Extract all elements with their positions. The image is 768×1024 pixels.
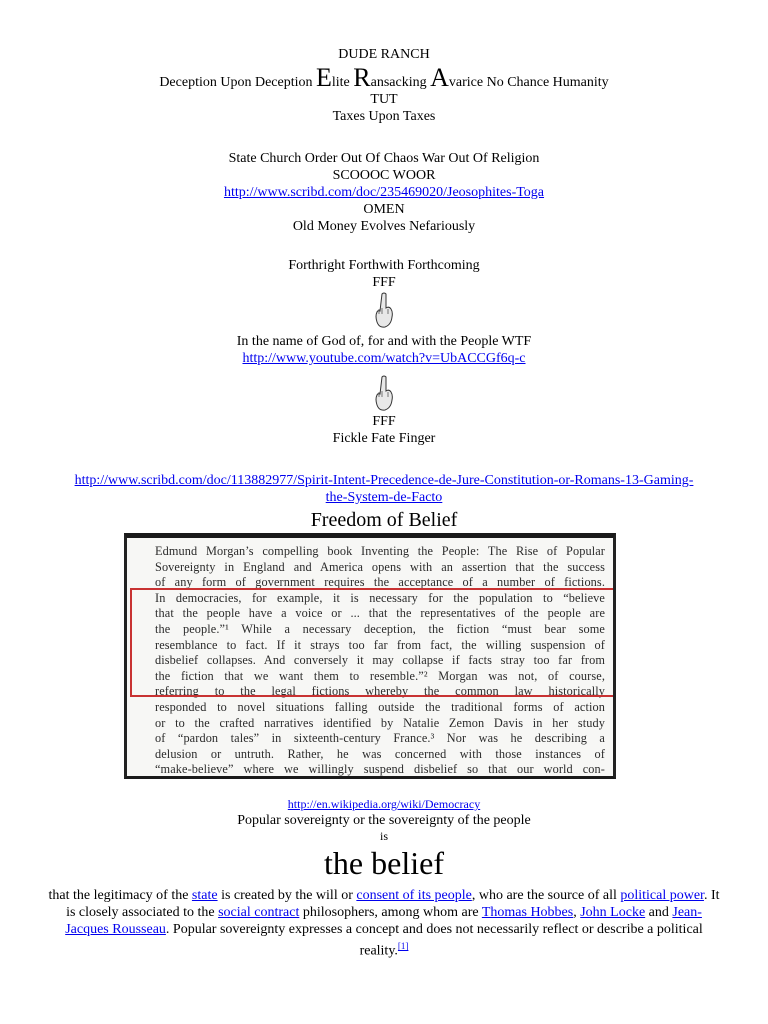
highlight-box: [130, 588, 616, 697]
john-locke-link[interactable]: John Locke: [580, 905, 646, 920]
excerpt-line: referring to the legal fictions whereby the common law historically: [155, 684, 605, 699]
para-text-7: and: [645, 905, 673, 920]
middle-finger-icon: [373, 292, 395, 330]
header-block: [0, 46, 768, 125]
excerpt-line: or to the crafted narratives identified by Natalie Zemon Davis in her study: [155, 715, 605, 730]
acronym-line: [0, 63, 768, 92]
book-excerpt-image: [124, 533, 616, 779]
acronym-prefix: Deception Upon Deception: [159, 75, 316, 90]
excerpt-line: Sovereignty in England and America opens with an assertion that the success: [155, 559, 605, 574]
forthright-line: Forthright Forthwith Forthcoming: [288, 258, 480, 273]
excerpt-line: responded to novel situations falling outside the traditional forms of action: [155, 699, 605, 714]
excerpt-line: resemblance to fact. If it strays too far from fact, the willing suspension of: [155, 637, 605, 652]
acronym-cap-e: E: [316, 63, 332, 92]
middle-finger-icon-2: [373, 375, 395, 413]
taxes-line: Taxes Upon Taxes: [332, 109, 436, 124]
wikipedia-democracy-link[interactable]: http://en.wikipedia.org/wiki/Democracy: [287, 797, 481, 811]
acronym-rest-a: varice No Chance Humanity: [448, 75, 609, 90]
fickle-line: Fickle Fate Finger: [332, 431, 436, 446]
thomas-hobbes-link[interactable]: Thomas Hobbes: [481, 905, 574, 920]
excerpt-line: the fiction that we want them to resemble.”² Morgan was not, of course,: [155, 668, 605, 683]
para-text-8: . Popular sovereignty expresses a concept and does not necessarily reflect or describe a political reality.: [165, 922, 703, 959]
freedom-of-belief-title: Freedom of Belief: [310, 509, 458, 531]
excerpt-line: disbelief collapses. And conversely it may collapse if facts stray too far from: [155, 653, 605, 668]
excerpt-line: Edmund Morgan’s compelling book Inventing the People: The Rise of Popular: [155, 544, 605, 558]
youtube-link[interactable]: http://www.youtube.com/watch?v=UbACCGf6q-c: [242, 351, 526, 366]
acronym-cap-a: A: [430, 63, 449, 92]
wtf-line: In the name of God of, for and with the People WTF: [236, 334, 532, 349]
consent-link[interactable]: consent of its people: [356, 888, 472, 903]
fff-block: [0, 257, 768, 447]
fff-line-top: FFF: [372, 275, 396, 290]
para-text-4: . It is closely associated to the: [66, 888, 720, 920]
excerpt-line: of any form of government requires the acceptance of a number of fictions.: [155, 575, 605, 590]
sovereignty-line: Popular sovereignty or the sovereignty of the people: [237, 813, 531, 828]
fff-line-bottom: FFF: [372, 414, 396, 429]
scribd-spirit-link-block: [40, 472, 728, 506]
scribd-link-spirit-part1[interactable]: http://www.scribd.com/doc/113882977/Spirit-Intent-Precedence-de-Jure-Constitution-or-Romans-13-Gaming-: [74, 473, 694, 488]
dude-ranch-title: DUDE RANCH: [338, 47, 430, 62]
scribd-link-spirit-part2[interactable]: the-System-de-Facto: [325, 490, 443, 505]
acronym-rest-r: ansacking: [370, 75, 431, 90]
acronym-cap-r: R: [353, 63, 371, 92]
is-line: is: [379, 829, 388, 843]
state-link[interactable]: state: [191, 888, 218, 903]
old-money-line: Old Money Evolves Nefariously: [292, 219, 476, 234]
political-power-link[interactable]: political power: [620, 888, 704, 903]
omen-line: OMEN: [363, 202, 405, 217]
social-contract-link[interactable]: social contract: [218, 905, 300, 920]
rousseau-link[interactable]: Jean-Jacques Rousseau: [65, 905, 702, 937]
reference-link[interactable]: [1]: [397, 941, 409, 951]
sovereignty-block: [0, 797, 768, 882]
para-text-2: is created by the will or: [217, 888, 357, 903]
para-text-6: ,: [573, 905, 581, 920]
excerpt-line: delusion or untruth. Rather, he was concerned with those instances of: [155, 746, 605, 761]
excerpt-line: of “pardon tales” in sixteenth-century France.³ Nor was he describing a: [155, 731, 605, 746]
tut-line: TUT: [370, 92, 398, 107]
excerpt-line: that the people have a voice or ... that the representatives of the people are: [155, 606, 605, 621]
para-text-5: philosophers, among whom are: [299, 905, 482, 920]
para-text-1: that the legitimacy of the: [48, 888, 192, 903]
excerpt-line: In democracies, for example, it is necessary for the population to “believe: [155, 590, 605, 605]
church-block: [0, 150, 768, 235]
para-text-3: , who are the source of all: [471, 888, 621, 903]
church-line: State Church Order Out Of Chaos War Out Of Religion: [228, 151, 540, 166]
sovereignty-paragraph: [46, 887, 722, 960]
the-belief-heading: the belief: [324, 845, 444, 881]
scribd-link-jeosophites[interactable]: http://www.scribd.com/doc/235469020/Jeosophites-Toga: [223, 185, 545, 200]
excerpt-line: the people.”¹ While a necessary deception, the fiction “must bear some: [155, 621, 605, 636]
acronym-rest-e: lite: [331, 75, 354, 90]
scoooc-line: SCOOOC WOOR: [332, 168, 436, 183]
excerpt-line: “make-believe” where we willingly suspend disbelief so that our world con-: [155, 762, 605, 777]
